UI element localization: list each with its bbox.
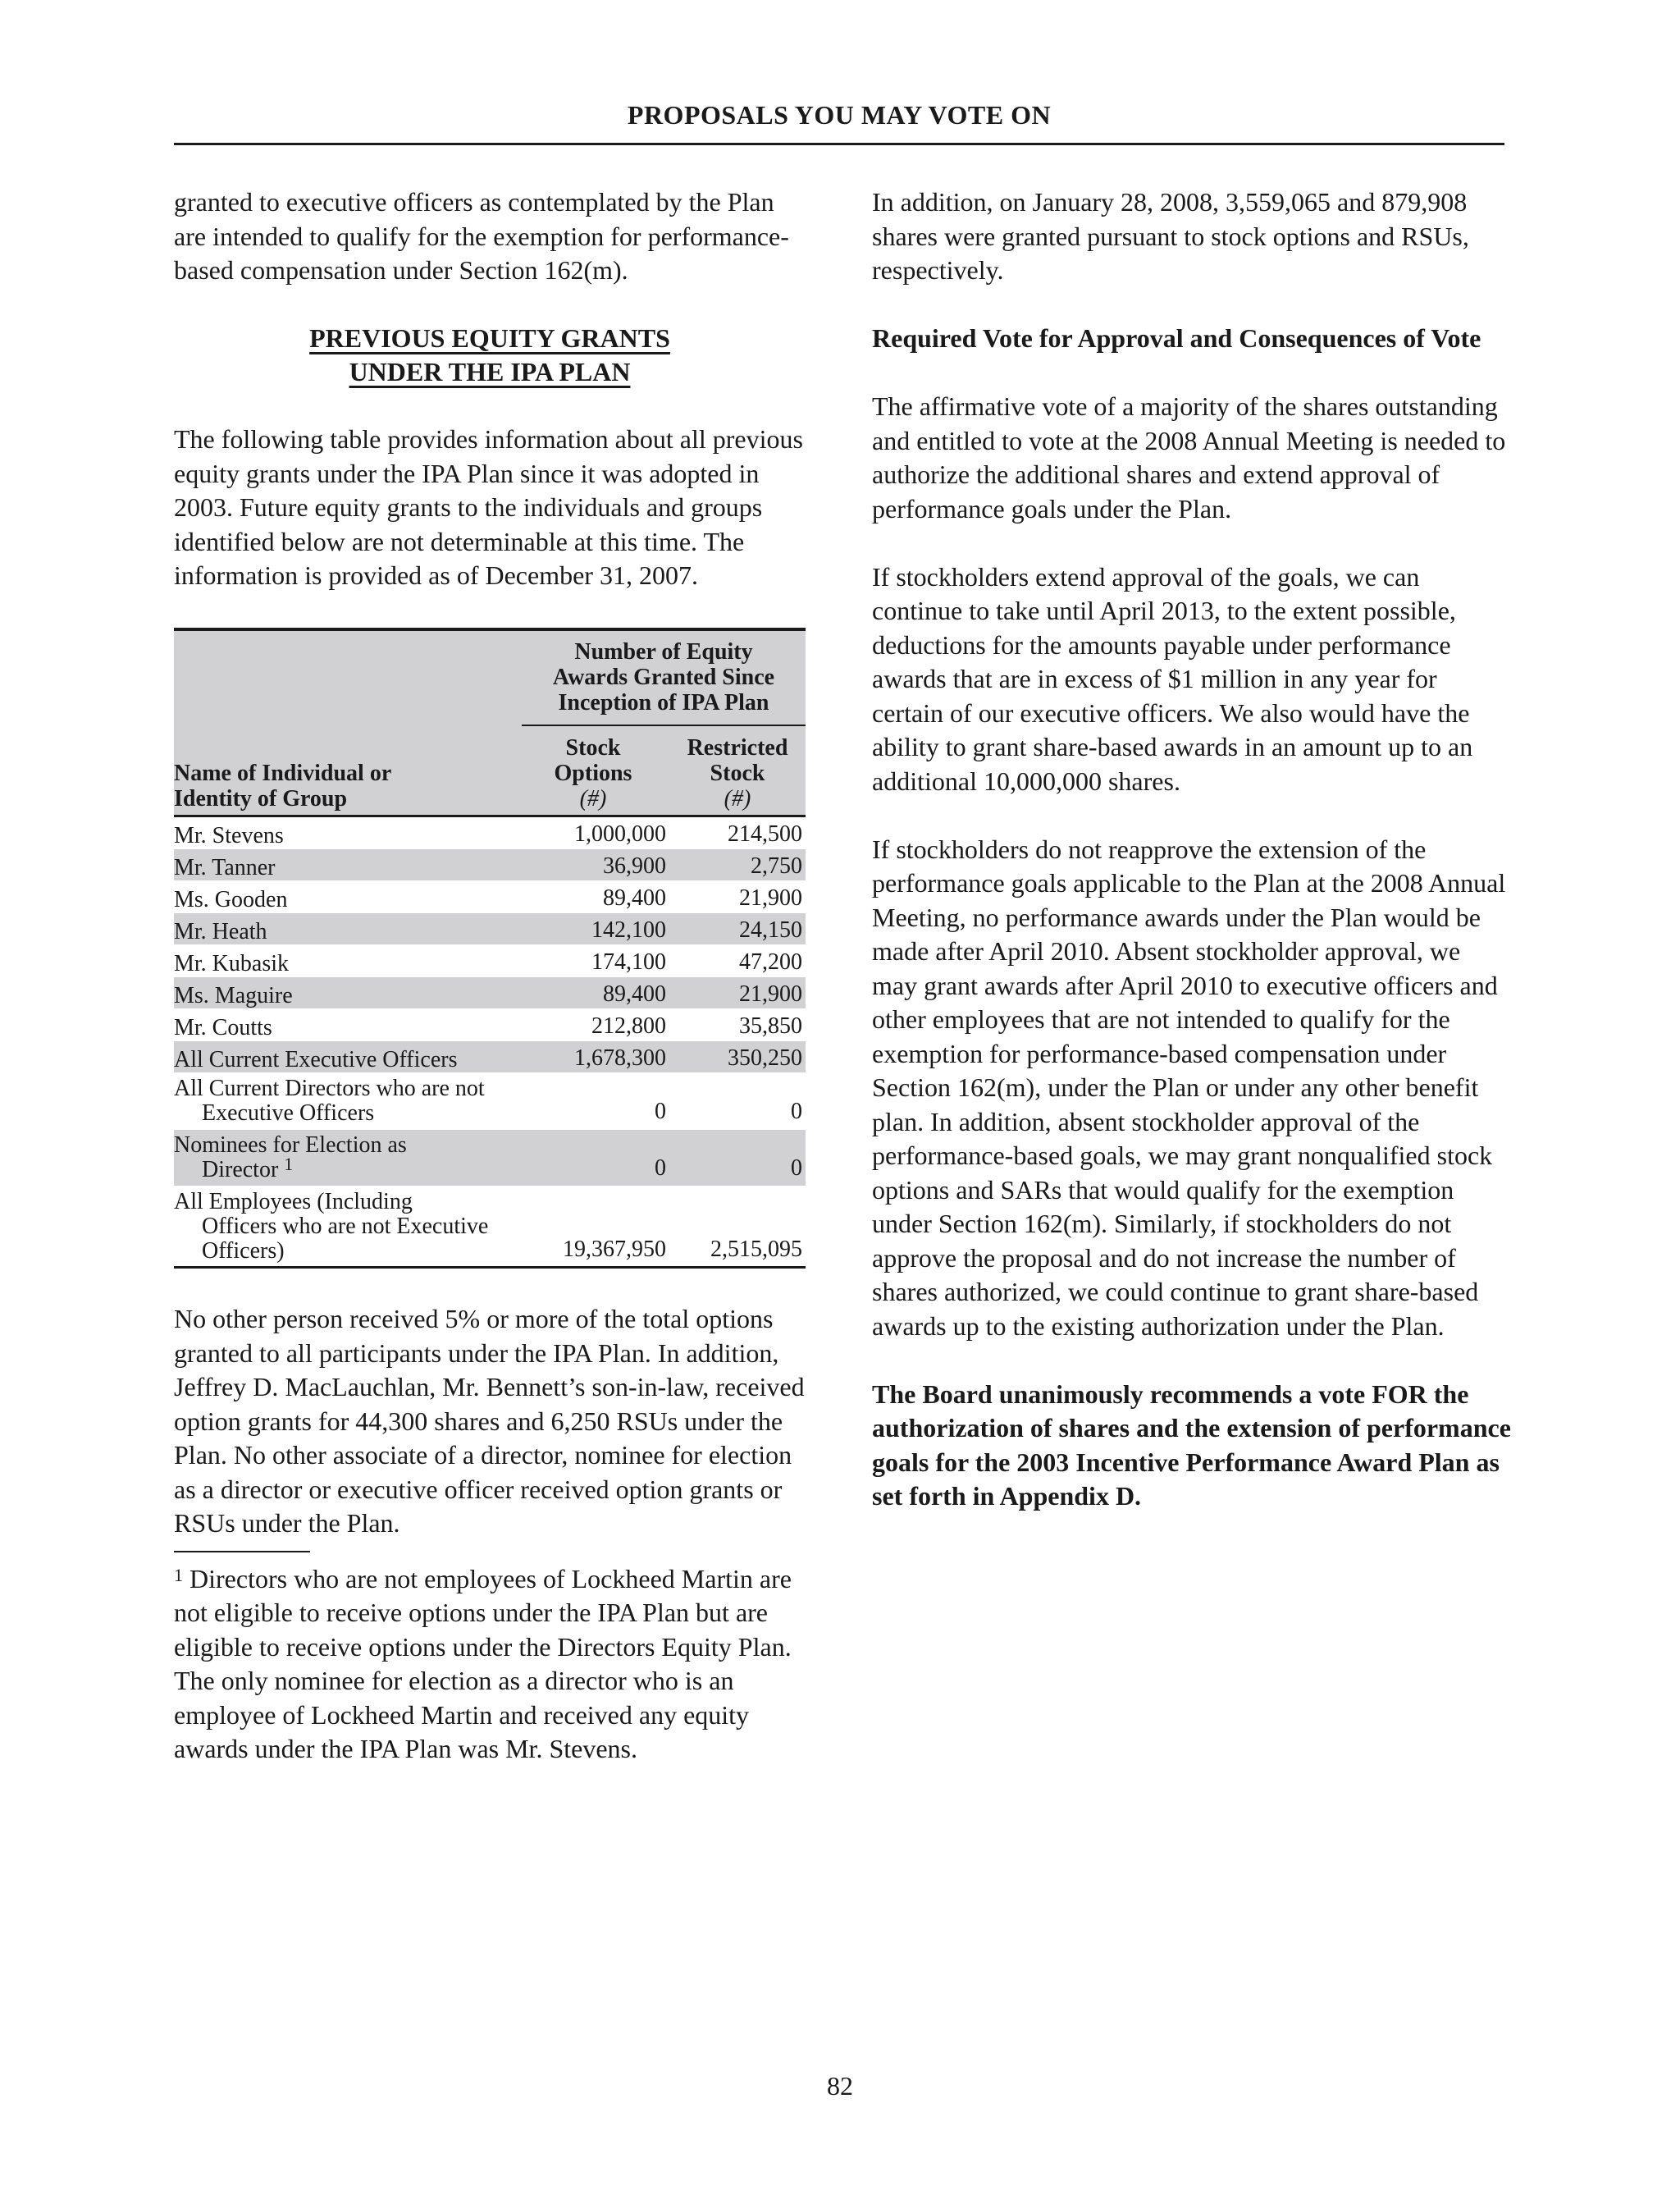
group-header-line-2: Awards Granted Since [552,664,775,690]
row-name: All Current Executive Officers [174,1046,458,1072]
table-row [174,1130,806,1186]
after-table-paragraph: No other person received 5% or more of the total options granted to all participants under the IPA Plan. In addition, Jeffrey D. MacLauchlan, Mr. Bennett’s son-in-law, received option grants for 44,300 shares and 6,250 RSUs under the Plan. No other associate of a director, nominee for election as a director or executive officer received option grants or RSUs under the Plan. [174,1304,805,1538]
section-heading-line-2: UNDER THE IPA PLAN [349,356,631,386]
page-header-title: PROPOSALS YOU MAY VOTE ON [627,100,1052,130]
table-row [174,913,806,945]
row-name: Ms. Maguire [174,982,293,1008]
row-options: 212,800 [591,1013,666,1039]
column-header-stock-options: Stock Options (#) [554,734,632,812]
footnote-mark: 1 [174,1564,183,1585]
left-column [174,185,806,1767]
column-header-restricted-stock: Restricted Stock (#) [687,734,788,812]
affirmative-vote-paragraph: The affirmative vote of a majority of the shares outstanding and entitled to vote at the 2008 Annual Meeting is needed to authorize the additional shares and extend approval of performance goals under the Plan. [872,391,1506,523]
row-options: 89,400 [603,981,666,1007]
row-options: 0 [655,1098,666,1124]
table-row [174,1009,806,1041]
table-bottom-rule [174,1266,806,1269]
table-row [174,1186,806,1266]
table-intro-paragraph: The following table provides information about all previous equity grants under the IPA Plan since it was adopted in 2003. Future equity grants to the individuals and groups identified below are not determinable at this time. The information is provided as of December 31, 2007. [174,424,803,590]
row-name: All Current Directors who are not Executive Officers [174,1075,485,1126]
row-restricted: 350,250 [728,1045,802,1071]
footnote [174,1562,806,1767]
intro-paragraph: granted to executive officers as contemplated by the Plan are intended to qualify for the exemption for performance-based compensation under Section 162(m). [174,187,789,285]
row-restricted: 2,515,095 [710,1236,802,1262]
row-options: 89,400 [603,885,666,911]
row-restricted: 21,900 [739,981,802,1007]
row-restricted: 47,200 [739,949,802,975]
group-header [522,639,806,716]
table-row [174,1073,806,1130]
equity-grants-table [174,628,806,1269]
table-row [174,849,806,881]
table-row [174,817,806,849]
row-options: 1,000,000 [574,821,666,847]
row-name: Mr. Heath [174,918,267,944]
row-options: 19,367,950 [563,1236,666,1262]
row-options: 1,678,300 [574,1045,666,1071]
row-restricted: 214,500 [728,821,802,847]
row-restricted: 2,750 [751,853,802,879]
row-options: 36,900 [603,853,666,879]
table-header [174,628,806,817]
header-rule [174,143,1504,145]
extend-approval-paragraph: If stockholders extend approval of the goals, we can continue to take until April 2013, to the extent possible, deductions for the amounts payable under performance awards that are in excess of $1 million in any year for certain of our executive officers. We also would have the ability to grant share-based awards in an amount up to an additional 10,000,000 shares. [872,561,1473,796]
row-name: Mr. Tanner [174,854,276,880]
section-heading [174,322,806,389]
grants-2008-paragraph: In addition, on January 28, 2008, 3,559,065 and 879,908 shares were granted pursuant to stock options and RSUs, respectively. [872,187,1469,285]
column-header-name: Name of Individual or Identity of Group [174,760,392,812]
row-options: 174,100 [591,949,666,975]
row-options: 142,100 [591,917,666,943]
row-name: Ms. Gooden [174,886,288,912]
row-options: 0 [655,1154,666,1181]
table-row [174,881,806,913]
table-row [174,945,806,977]
footnote-text: Directors who are not employees of Lockheed Martin are not eligible to receive options under the IPA Plan but are eligible to receive options under the Directors Equity Plan. The only nominee for election as a director who is an employee of Lockheed Martin and received any equity awards under the IPA Plan was Mr. Stevens. [174,1563,792,1763]
row-restricted: 0 [791,1154,802,1181]
no-reapproval-paragraph: If stockholders do not reapprove the extension of the performance goals applicable to the Plan at the 2008 Annual Meeting, no performance awards under the Plan would be made after April 2010. Absent stockholder approval, we may grant awards after April 2010 to executive officers and other employees that are not intended to qualify for the exemption for performance-based compensation under Section 162(m), under the Plan or under any other benefit plan. In addition, absent stockholder approval of the performance-based goals, we may grant nonqualified stock options and SARs that would qualify for the exemption under Section 162(m). Similarly, if stockholders do not approve the proposal and do not increase the number of shares authorized, we could continue to grant share-based awards up to the existing authorization under the Plan. [872,834,1506,1341]
board-recommendation: The Board unanimously recommends a vote FOR the authorization of shares and the extension of performance goals for the 2003 Incentive Performance Award Plan as set forth in Appendix D. [872,1378,1511,1511]
group-header-line-1: Number of Equity [574,638,753,665]
page-number: 82 [827,2071,853,2101]
row-restricted: 24,150 [739,917,802,943]
right-column [872,185,1512,1514]
row-restricted: 0 [791,1098,802,1124]
footnote-reference: 1 [284,1153,294,1174]
row-name: All Employees (Including Officers who are not Executive Officers) [174,1188,489,1264]
row-name: Mr. Kubasik [174,950,289,976]
table-row [174,977,806,1009]
section-heading-line-1: PREVIOUS EQUITY GRANTS [309,322,670,353]
required-vote-heading: Required Vote for Approval and Consequences of Vote [872,323,1481,353]
group-header-line-3: Inception of IPA Plan [558,689,769,716]
footnote-rule [174,1551,310,1552]
row-name: Mr. Coutts [174,1014,272,1040]
row-restricted: 21,900 [739,885,802,911]
row-name: Nominees for Election as Director $^1$ [174,1132,407,1182]
row-restricted: 35,850 [739,1013,802,1039]
table-row [174,1041,806,1073]
group-header-rule [522,725,806,726]
row-name: Mr. Stevens [174,822,284,848]
